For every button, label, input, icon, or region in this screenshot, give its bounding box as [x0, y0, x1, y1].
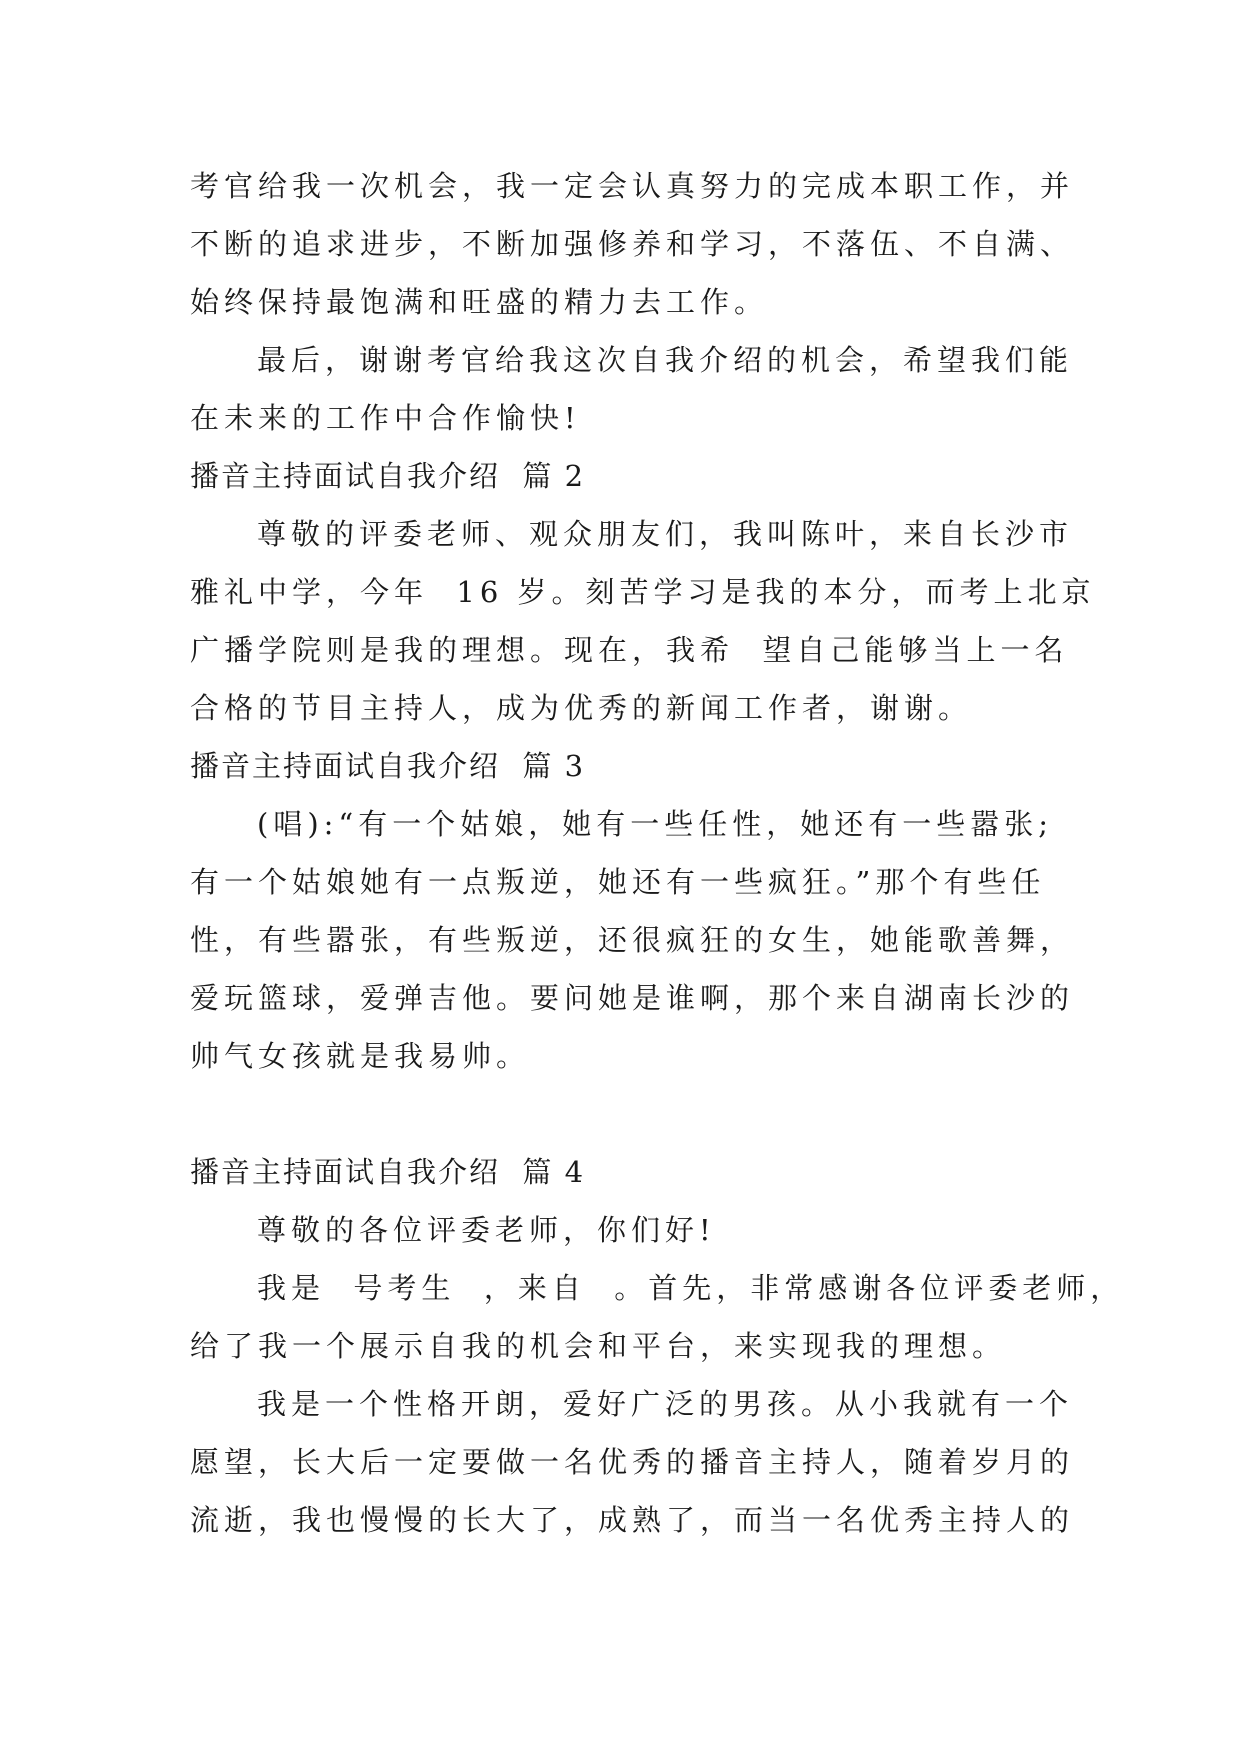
body-line: (唱):“有一个姑娘，她有一些任性，她还有一些嚣张; [257, 807, 1053, 841]
body-line: 在未来的工作中合作愉快! [190, 401, 581, 435]
body-line: 始终保持最饱满和旺盛的精力去工作。 [190, 285, 769, 319]
body-line: 帅气女孩就是我易帅。 [190, 1039, 531, 1073]
body-line: 不断的追求进步，不断加强修养和学习，不落伍、不自满、 [190, 227, 1075, 261]
body-line: 尊敬的评委老师、观众朋友们，我叫陈叶，来自长沙市 [257, 517, 1074, 551]
body-line: 合格的节目主持人，成为优秀的新闻工作者，谢谢。 [190, 691, 973, 725]
body-line: 考官给我一次机会，我一定会认真努力的完成本职工作，并 [190, 169, 1075, 203]
body-line: 爱玩篮球，爱弹吉他。要问她是谁啊，那个来自湖南长沙的 [190, 981, 1075, 1015]
body-line: 流逝，我也慢慢的长大了，成熟了，而当一名优秀主持人的 [190, 1503, 1075, 1537]
body-line: 有一个姑娘她有一点叛逆，她还有一些疯狂。”那个有些任 [190, 865, 1046, 899]
body-line: 广播学院则是我的理想。现在，我希 望自己能够当上一名 [190, 633, 1069, 667]
body-line: 性，有些嚣张，有些叛逆，还很疯狂的女生，她能歌善舞， [190, 923, 1075, 957]
body-line: 雅礼中学，今年 16 岁。刻苦学习是我的本分，而考上北京 [190, 575, 1096, 609]
body-line: 愿望，长大后一定要做一名优秀的播音主持人，随着岁月的 [190, 1445, 1075, 1479]
section-heading: 播音主持面试自我介绍 篇 4 [190, 1155, 586, 1189]
body-line: 我是一个性格开朗，爱好广泛的男孩。从小我就有一个 [257, 1387, 1074, 1421]
body-line: 我是 号考生 ，来自 。首先，非常感谢各位评委老师， [257, 1271, 1125, 1305]
body-line: 最后，谢谢考官给我这次自我介绍的机会，希望我们能 [257, 343, 1074, 377]
section-heading: 播音主持面试自我介绍 篇 2 [190, 459, 586, 493]
body-line: 尊敬的各位评委老师，你们好! [257, 1213, 716, 1247]
section-heading: 播音主持面试自我介绍 篇 3 [190, 749, 586, 783]
body-line: 给了我一个展示自我的机会和平台，来实现我的理想。 [190, 1329, 1007, 1363]
